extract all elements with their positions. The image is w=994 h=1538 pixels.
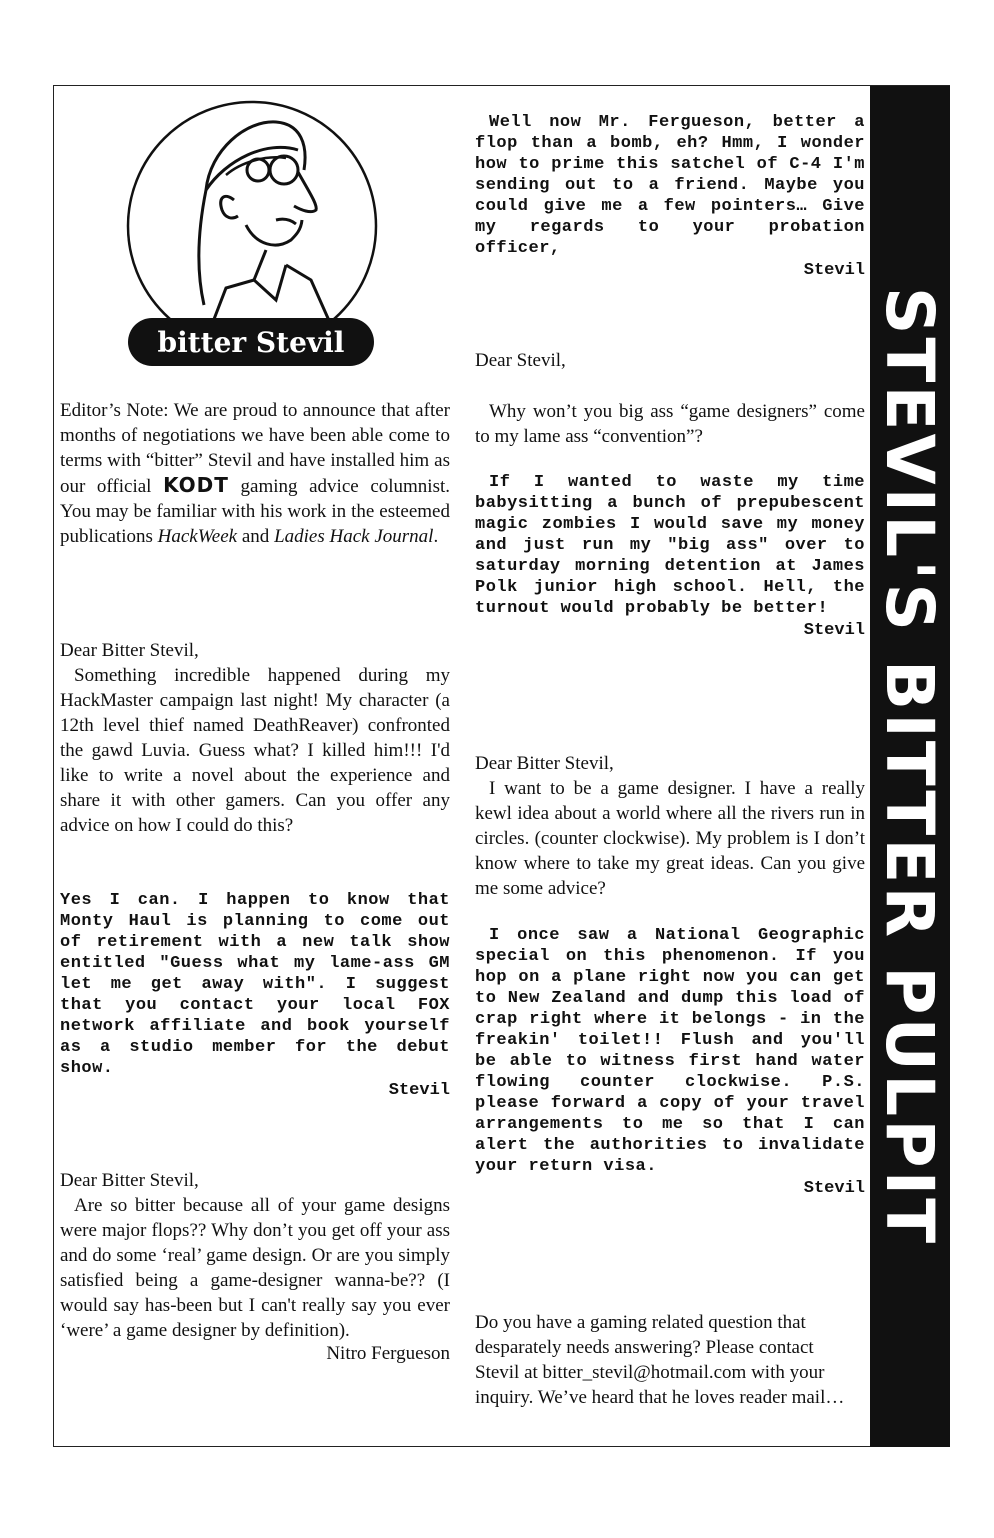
letter-1-salutation: Dear Bitter Stevil, — [60, 640, 199, 661]
editors-note-part1: Editor’s Note: We are proud to announce that after months of negotiations we have been able come to terms with “bitter” Stevil and have installed him as our official — [60, 400, 450, 497]
reply-2-signature: Stevil — [803, 261, 865, 280]
closing-note — [475, 1310, 860, 1410]
letter-2-salutation: Dear Bitter Stevil, — [60, 1170, 199, 1191]
letter-2-body: Are so bitter because all of your game designs were major flops?? Why don’t you get off your ass and do some ‘real’ game design. Or are you simply satisfied being a game-designer wanna-be?? (I would say has-been but I can't really say you ever ‘were’ a game designer by definition). — [60, 1195, 450, 1341]
letter-3-body: Why won’t you big ass “game designers” come to my lame ass “convention”? — [475, 401, 865, 447]
reply-2-text: Well now Mr. Fergueson, better a flop than a bomb, eh? Hmm, I wonder how to prime this satchel of C-4 I'm sending out to a friend. Maybe you could give me a few pointers… Give my regards to your probation officer, — [475, 113, 865, 258]
editors-note-and: and — [241, 526, 270, 547]
logo-label: bitter Stevil — [157, 325, 345, 359]
sidebar-title: STEVIL'S BITTER PULPIT — [871, 286, 949, 1247]
editors-note — [60, 398, 450, 549]
reply-1-text: Yes I can. I happen to know that Monty Haul is planning to come out of retirement with a new talk show entitled "Guess what my lame-ass GM let me get away with". I suggest that you contact your local FOX network affiliate and book yourself as a studio member for the debut show. — [60, 891, 450, 1078]
reply-3-text: If I wanted to waste my time babysitting a bunch of prepubescent magic zombies I would save my money and just run my "big ass" over to saturday morning detention at James Polk junior high school. Hell, the turnout would probably be better! — [475, 473, 865, 618]
reply-1-signature: Stevil — [388, 1081, 450, 1100]
letter-4 — [475, 751, 865, 901]
reply-4-text: I once saw a National Geographic special on this phenomenon. If you hop on a plane right now you can get to New Zealand and dump this load of crap right where it belongs - in the freakin' toilet!! Flush and you'll be able to witness first hand water flowing counter clockwise. P.S. please forward a copy of your travel arrangements to me so that I can alert the authorities to invalidate your return visa. — [475, 926, 865, 1176]
letter-2 — [60, 1168, 450, 1365]
closing-text: Do you have a gaming related question that desparately needs answering? Please contact Stevil at bitter_stevil@hotmail.com with your inquiry. We’ve heard that he loves reader mail… — [475, 1312, 845, 1408]
stevil-portrait — [126, 100, 378, 352]
letter-4-body: I want to be a game designer. I have a really kewl idea about a world where all the rivers run in circles. (counter clockwise). My problem is I don’t know where to take my great ideas. Can you give me some advice? — [475, 778, 865, 899]
reply-1 — [60, 890, 450, 1100]
letter-4-salutation: Dear Bitter Stevil, — [475, 753, 614, 774]
logo-badge — [128, 318, 374, 366]
editors-note-part2: gaming advice columnist. You may be familiar with his work in the esteemed publications — [60, 476, 451, 547]
letter-2-author: Nitro Fergueson — [326, 1343, 450, 1364]
caricature-illustration — [126, 100, 378, 352]
publication-ladies-hack-journal: Ladies Hack Journal — [274, 526, 434, 547]
reply-4-signature: Stevil — [803, 1179, 865, 1198]
letter-3 — [475, 348, 865, 449]
letter-3-salutation: Dear Stevil, — [475, 350, 566, 371]
sidebar-title-wrap — [870, 86, 950, 1447]
reply-3 — [475, 472, 865, 640]
letter-1-body: Something incredible happened during my HackMaster campaign last night! My character (a 12th level thief named DeathReaver) confronted the gawd Luvia. Guess what? I killed him!!! I'd like to write a novel about the experience and share it with other gamers. Can you offer any advice on how I could do this? — [60, 665, 450, 836]
publication-hackweek: HackWeek — [157, 526, 238, 547]
reply-4 — [475, 925, 865, 1198]
letter-1 — [60, 638, 450, 838]
kodt-brand: KODT — [163, 473, 229, 497]
reply-2 — [475, 112, 865, 280]
reply-3-signature: Stevil — [803, 621, 865, 640]
editors-note-end: . — [433, 526, 439, 547]
